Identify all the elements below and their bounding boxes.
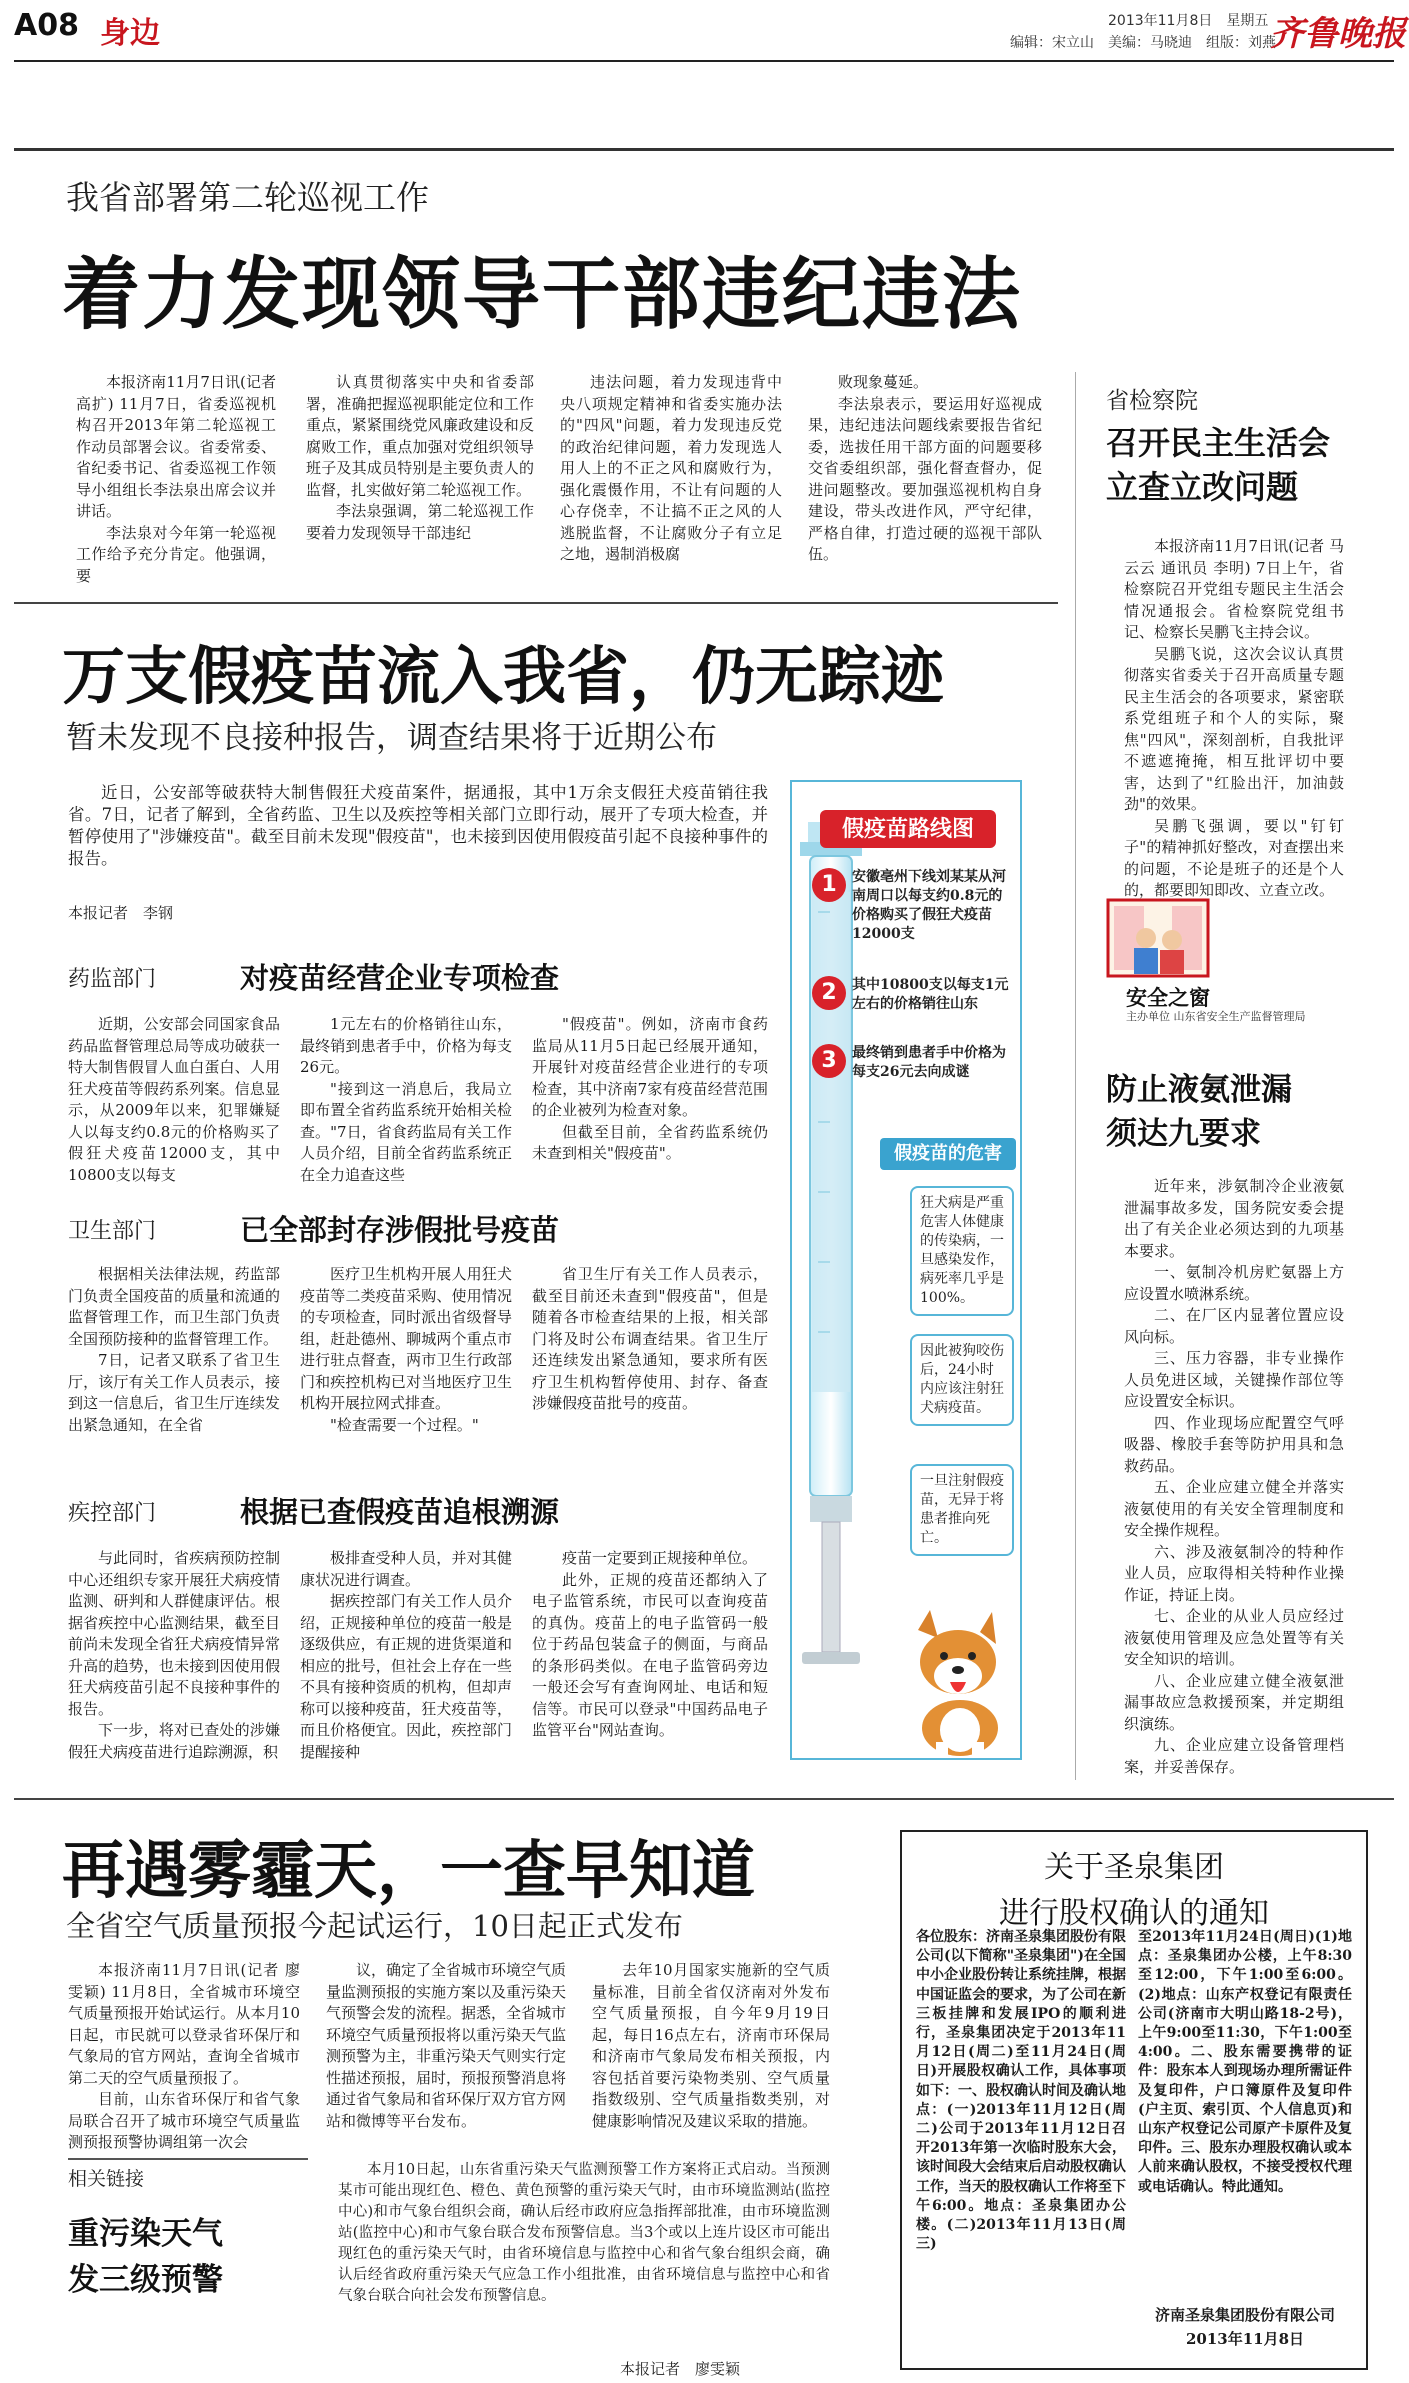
paragraph: 二、在厂区内显著位置应设风向标。 [1124, 1306, 1344, 1346]
story3-column-2 [326, 1960, 566, 2138]
paragraph: "接到这一消息后，我局立即布置全省药监系统开始相关检查。"7日，省食药监局有关工作人员介绍，目前全省药监系统正在全力追查这些 [300, 1079, 512, 1184]
page-code: A08 [14, 8, 79, 43]
paragraph: 李法泉强调，第二轮巡视工作要着力发现领导干部违纪 [306, 502, 534, 542]
story2-section3-col1 [68, 1548, 280, 1768]
paragraph: 九、企业应建立设备管理档案，并妥善保存。 [1124, 1736, 1344, 1776]
paragraph: 七、企业的从业人员应经过液氨使用管理及应急处置等有关安全知识的培训。 [1124, 1607, 1344, 1668]
window-family-icon [1106, 898, 1210, 978]
story2-section2-col2 [300, 1264, 512, 1484]
paragraph: 据疾控部门有关工作人员介绍，正规接种单位的疫苗一般是逐级供应，有正规的进货渠道和相应的批号，但社会上存在一些不具有接种资质的机构，但却声称可以接种疫苗，狂犬疫苗等，而且价格便宜。因此，疾控部门提醒接种 [300, 1592, 512, 1761]
story2-section1-col2 [300, 1014, 512, 1184]
paragraph: 去年10月国家实施新的空气质量标准，目前全省仅济南对外发布空气质量预报，自今年9月19日起，每日16点左右，济南市环保局和济南市气象局发布相关预报，内容包括首要污染物类别、空气质量指数级别、空气质量指数类别，对健康影响情况及建议采取的措施。 [592, 1961, 830, 2130]
paragraph: 五、企业应建立健全并落实液氨使用的有关安全管理制度和安全操作规程。 [1124, 1478, 1344, 1539]
story3-column-1 [68, 1960, 300, 2151]
fake-vaccine-infographic [790, 780, 1022, 1760]
notice-title-line2: 进行股权确认的通知 [999, 1896, 1269, 1931]
story2-headline: 万支假疫苗流入我省，仍无踪迹 [62, 639, 944, 713]
story1-column-2 [306, 372, 534, 560]
related-link-byline: 本报记者 廖雯颖 [620, 2360, 741, 2378]
paragraph: 李法泉表示，要运用好巡视成果，违纪违法问题线索要报告省纪委，选拔任用干部方面的问题要移交省委组织部，强化督查督办，促进问题整改。要加强巡视机构自身建设，带头改进作风，严守纪律，严格自律，打造过硬的巡视干部队伍。 [808, 394, 1042, 563]
story2-section1-col3 [532, 1014, 768, 1184]
paragraph: 下一步，将对已查处的涉嫌假狂犬病疫苗进行追踪溯源，积 [68, 1721, 280, 1761]
paragraph: 与此同时，省疾病预防控制中心还组织专家开展狂犬病疫情监测、研判和人群健康评估。根据省疾控中心监测结果，截至目前尚未发现全省狂犬病疫情异常升高的趋势，也未接到因使用假狂犬病疫苗引起不良接种事件的报告。 [68, 1549, 280, 1718]
route-step-1-number: 1 [812, 868, 846, 902]
sidebar1-headline-line2: 立查立改问题 [1106, 468, 1299, 506]
route-step-3-text: 最终销到患者手中价格为每支26元去向成谜 [852, 1045, 1006, 1080]
masthead-rule [14, 60, 1394, 62]
harm-bubble-3: 一旦注射假疫苗，无异于将患者推向死亡。 [910, 1464, 1014, 1556]
paragraph: 医疗卫生机构开展人用狂犬疫苗等二类疫苗采购、使用情况的专项检查，同时派出省级督导组，赶赴德州、聊城两个重点市进行驻点督查，两市卫生行政部门和疾控机构已对当地医疗卫生机构开展拉网式排查。 [300, 1265, 512, 1412]
paragraph: 认真贯彻落实中央和省委部署，准确把握巡视职能定位和工作重点，紧紧围绕党风廉政建设和反腐败工作，重点加强对党组织领导班子及其成员特别是主要负责人的监督，扎实做好第二轮巡视工作。 [306, 373, 534, 499]
paragraph: 近日，公安部等破获特大制售假狂犬疫苗案件，据通报，其中1万余支假狂犬疫苗销往我省。7日，记者了解到，全省药监、卫生以及疾控等相关部门立即行动，展开了专项大检查，并暂停使用了"涉嫌疫苗"。截至目前未发现"假疫苗"，也未接到因使用假疫苗引起不良接种事件的报告。 [68, 783, 768, 868]
paragraph: 六、涉及液氨制冷的特种作业人员，应取得相关特种作业操作证，持证上岗。 [1124, 1542, 1344, 1604]
story2-section3-col3 [532, 1548, 768, 1768]
notice-signature: 济南圣泉集团股份有限公司 [1154, 2306, 1335, 2324]
paragraph: 根据相关法律法规，药监部门负责全国疫苗的质量和流通的监督管理工作，而卫生部门负责全国预防接种的监督管理工作。 [68, 1265, 280, 1348]
paragraph: 败现象蔓延。 [838, 373, 929, 391]
section-name: 身边 [100, 16, 160, 51]
paragraph: 违法问题，着力发现违背中央八项规定精神和省委实施办法的"四风"问题，着力发现违反党的政治纪律问题，着力发现选人用人上的不正之风和腐败行为，强化震慑作用，不让有问题的人心存侥幸，不让搞不正之风的人逃脱监督，不让腐败分子有立足之地，遏制消极腐 [560, 373, 782, 563]
paragraph: 李法泉对今年第一轮巡视工作给予充分肯定。他强调，要 [76, 523, 276, 585]
shengquan-notice [900, 1830, 1368, 2370]
story2-top-rule [14, 602, 1058, 604]
safety-window-sponsor: 主办单位 山东省安全生产监督管理局 [1126, 1010, 1306, 1023]
paragraph: 本报济南11月7日讯(记者 廖雯颖) 11月8日，全省城市环境空气质量预报开始试运行。从本月10日起，市民就可以登录省环保厅和气象局的官方网站，查询全省城市第二天的空气质量预报了。 [68, 1961, 300, 2087]
safety-headline-line1: 防止液氨泄漏 [1106, 1072, 1292, 1108]
section-tag: 药监部门 [68, 967, 157, 992]
section-title: 已全部封存涉假批号疫苗 [240, 1213, 560, 1247]
story2-section3-col2 [300, 1548, 512, 1768]
paragraph: 本报济南11月7日讯(记者 高扩) 11月7日，省委巡视机构召开2013年第二轮巡视工作动员部署会议。省委常委、省纪委书记、省委巡视工作领导小组组长李法泉出席会议并讲话。 [76, 373, 276, 520]
paragraph: 议，确定了全省城市环境空气质量监测预报的实施方案以及重污染天气预警会发的流程。据悉，全省城市环境空气质量预报将以重污染天气监测预警为主，非重污染天气则实行定性描述预报，届时，预报预警消息将通过省气象局和省环保厅双方官方网站和微博等平台发布。 [326, 1961, 567, 2130]
page-date: 2013年11月8日 星期五 [1108, 13, 1269, 29]
story1-kicker: 我省部署第二轮巡视工作 [66, 178, 429, 217]
related-link-headline-line1: 重污染天气 [68, 2216, 223, 2252]
paragraph: 一、氨制冷机房贮氨器上方应设置水喷淋系统。 [1124, 1263, 1344, 1303]
paragraph: 目前，山东省环保厅和省气象局联合召开了城市环境空气质量监测预报预警协调组第一次会 [68, 2090, 300, 2151]
notice-column-1: 各位股东：济南圣泉集团股份有限公司(以下简称"圣泉集团")在全国中小企业股份转让系统挂牌，根据中国证监会的要求，为了公司在新三板挂牌和发展IPO的顺利进行，圣泉集团决定于2013年11月12日(周二)至11月24日(周日)开展股权确认工作，具体事项如下：一、股权确认时间及确认地点：(一)2013年11月12日(周二)公司于2013年11月12日召开2013年第一次临时股东大会，该时间段大会结束后启动股权确认工作，当天的股权确认工作将至下午6:00。地点：圣泉集团办公楼。(二)2013年11月13日(周三) [916, 1929, 1126, 2253]
related-link-body [338, 2160, 830, 2356]
paragraph: 7日，记者又联系了省卫生厅，该厅有关工作人员表示，接到这一信息后，省卫生厅连续发出紧急通知，在全省 [68, 1351, 280, 1434]
paragraph: 1元左右的价格销往山东，最终销到患者手中，价格为每支26元。 [300, 1015, 512, 1076]
paragraph: 吴鹏飞说，这次会议认真贯彻落实省委关于召开高质量专题民主生活会的各项要求，紧密联系党组班子和个人的实际，聚焦"四风"，深刻剖析，自我批评不遮遮掩掩，相互批评切中要害，达到了"红脸出汗，加油鼓劲"的效果。 [1124, 644, 1344, 813]
notice-date: 2013年11月8日 [1185, 2330, 1305, 2348]
story3-headline: 再遇雾霾天，一查早知道 [62, 1833, 755, 1907]
right-column-divider [1075, 372, 1076, 1780]
paragraph: 近年来，涉氨制冷企业液氨泄漏事故多发，国务院安委会提出了有关企业必须达到的九项基本要求。 [1124, 1177, 1344, 1260]
corgi-dog-icon [888, 1610, 1018, 1760]
story1-column-4 [808, 372, 1042, 563]
harm-bubble-1: 狂犬病是严重危害人体健康的传染病，一旦感染发作，病死率几乎是100%。 [910, 1186, 1014, 1316]
related-link-headline-line2: 发三级预警 [68, 2262, 223, 2298]
route-step-2-number: 2 [812, 976, 846, 1010]
paragraph: 但截至目前，全省药监系统仍未查到相关"假疫苗"。 [532, 1122, 768, 1162]
story2-byline: 本报记者 李钢 [68, 904, 174, 922]
story2-lead [68, 782, 768, 892]
sidebar1-kicker: 省检察院 [1106, 388, 1198, 414]
story3-column-3 [592, 1960, 830, 2138]
route-step-3-number: 3 [812, 1044, 846, 1078]
paragraph: "假疫苗"。例如，济南市食药监局从11月5日起已经展开通知，开展针对疫苗经营企业进行的专项检查，其中济南7家有疫苗经营范围的企业被列为检查对象。 [532, 1015, 768, 1119]
paragraph: 省卫生厅有关工作人员表示，截至目前还未查到"假疫苗"，但是随着各市检查结果的上报，相关部门将及时公布调查结果。省卫生厅还连续发出紧急通知，要求所有医疗卫生机构暂停使用、封存、备查涉嫌假疫苗批号的疫苗。 [532, 1265, 768, 1412]
paragraph: 八、企业应建立健全液氨泄漏事故应急救援预案，并定期组织演练。 [1124, 1671, 1344, 1733]
paragraph: 此外，正规的疫苗还都纳入了电子监管系统，市民可以查询疫苗的真伪。疫苗上的电子监管码一般位于药品包装盒子的侧面，与商品的条形码类似。在电子监管码旁边一般还会写有查询网址、电话和短信等。市民可以登录"中国药品电子监管平台"网站查询。 [532, 1570, 768, 1739]
story2-subhead: 暂未发现不良接种报告，调查结果将于近期公布 [66, 720, 717, 756]
story1-column-1 [76, 372, 276, 585]
story2-section3-header [68, 1490, 768, 1534]
route-step-2-text: 其中10800支以每支1元左右的价格销往山东 [852, 977, 1009, 1012]
story1-headline: 着力发现领导干部违纪违法 [62, 249, 1023, 340]
related-link-label: 相关链接 [68, 2168, 145, 2190]
sidebar1-headline-line1: 召开民主生活会 [1106, 424, 1331, 462]
top-rule [14, 148, 1394, 151]
paragraph: 极排查受种人员，并对其健康状况进行调查。 [300, 1549, 512, 1589]
sidebar1-body [1124, 536, 1344, 899]
safety-headline-line2: 须达九要求 [1106, 1116, 1261, 1152]
paragraph: 本月10日起，山东省重污染天气监测预警工作方案将正式启动。当预测某市可能出现红色、橙色、黄色预警的重污染天气时，由市环境监测站(监控中心)和市气象台组织会商，确认后经市政府应急指挥部批准，由市环境监测站(监控中心)和市气象台联合发布预警信息。当3个或以上连片设区市可能出现红色的重污染天气时，由省环境信息与监控中心和省气象台组织会商，确认后经省政府重污染天气应急工作小组批准，由省环境信息与监控中心和省气象台联合向社会发布预警信息。 [338, 2162, 830, 2304]
related-link-tag [68, 2158, 308, 2191]
story1-column-3 [560, 372, 782, 563]
route-step-1-text: 安徽亳州下线刘某某从河南周口以每支约0.8元的价格购买了假狂犬疫苗12000支 [852, 869, 1006, 942]
harm-bubble-2: 因此被狗咬伤后，24小时内应该注射狂犬病疫苗。 [910, 1334, 1014, 1426]
harm-title: 假疫苗的危害 [880, 1138, 1016, 1170]
section-tag: 卫生部门 [68, 1219, 157, 1244]
story3-top-rule [14, 1798, 1394, 1800]
paragraph: 本报济南11月7日讯(记者 马云云 通讯员 李明) 7日上午，省检察院召开党组专题民主生活会情况通报会。省检察院党组书记、检察长吴鹏飞主持会议。 [1124, 537, 1344, 641]
story2-section2-col3 [532, 1264, 768, 1484]
paragraph: "检查需要一个过程。" [330, 1415, 479, 1434]
safety-window-title: 安全之窗 [1126, 985, 1210, 1010]
newspaper-brand: 齐鲁晚报 [1270, 14, 1406, 54]
infographic-title: 假疫苗路线图 [820, 810, 996, 848]
paragraph: 三、压力容器，非专业操作人员免进区域，关键操作部位等应设置安全标识。 [1124, 1349, 1344, 1410]
page-editors: 编辑：宋立山 美编：马晓迪 组版：刘燕 [1010, 35, 1276, 51]
story3-subhead: 全省空气质量预报今起试运行，10日起正式发布 [66, 1909, 683, 1943]
paragraph: 四、作业现场应配置空气呼吸器、橡胶手套等防护用具和急救药品。 [1124, 1413, 1344, 1475]
section-title: 对疫苗经营企业专项检查 [240, 961, 560, 995]
notice-column-2: 至2013年11月24日(周日)(1)地点：圣泉集团办公楼，上午8:30至12:00，下午1:00至6:00。(2)地点：山东产权登记有限责任公司(济南市大明山路18-2号)，上午9:00至11:30，下午1:00至4:00。二、股东需要携带的证件：股东本人到现场办理所需证件及复印件，户口簿原件及复印件(户主页、索引页、个人信息页)和山东产权登记公司原产卡原件及复印件。三、股东办理股权确认或本人前来确认股权，不接受授权代理或电话确认。特此通知。 [1138, 1929, 1352, 2195]
notice-title-line1: 关于圣泉集团 [1044, 1850, 1224, 1885]
story2-section2-col1 [68, 1264, 280, 1484]
paragraph: 吴鹏飞强调，要以"钉钉子"的精神抓好整改，对查摆出来的问题，不论是班子的还是个人的，都要即知即改、立查立改。 [1124, 816, 1344, 899]
paragraph: 疫苗一定要到正规接种单位。 [562, 1549, 758, 1567]
section-title: 根据已查假疫苗追根溯源 [240, 1495, 560, 1529]
section-tag: 疾控部门 [68, 1501, 157, 1526]
story2-section1-header [68, 956, 768, 1000]
safety-body [1124, 1176, 1344, 1776]
story2-section2-header [68, 1208, 768, 1252]
safety-window-box [1106, 898, 1354, 1023]
paragraph: 近期，公安部会同国家食品药品监督管理总局等成功破获一特大制售假冒人血白蛋白、人用狂犬疫苗等假药系列案。信息显示，从2009年以来，犯罪嫌疑人以每支约0.8元的价格购买了假狂犬疫苗12000支，其中10800支以每支 [68, 1015, 280, 1184]
story2-section1-col1 [68, 1014, 280, 1184]
